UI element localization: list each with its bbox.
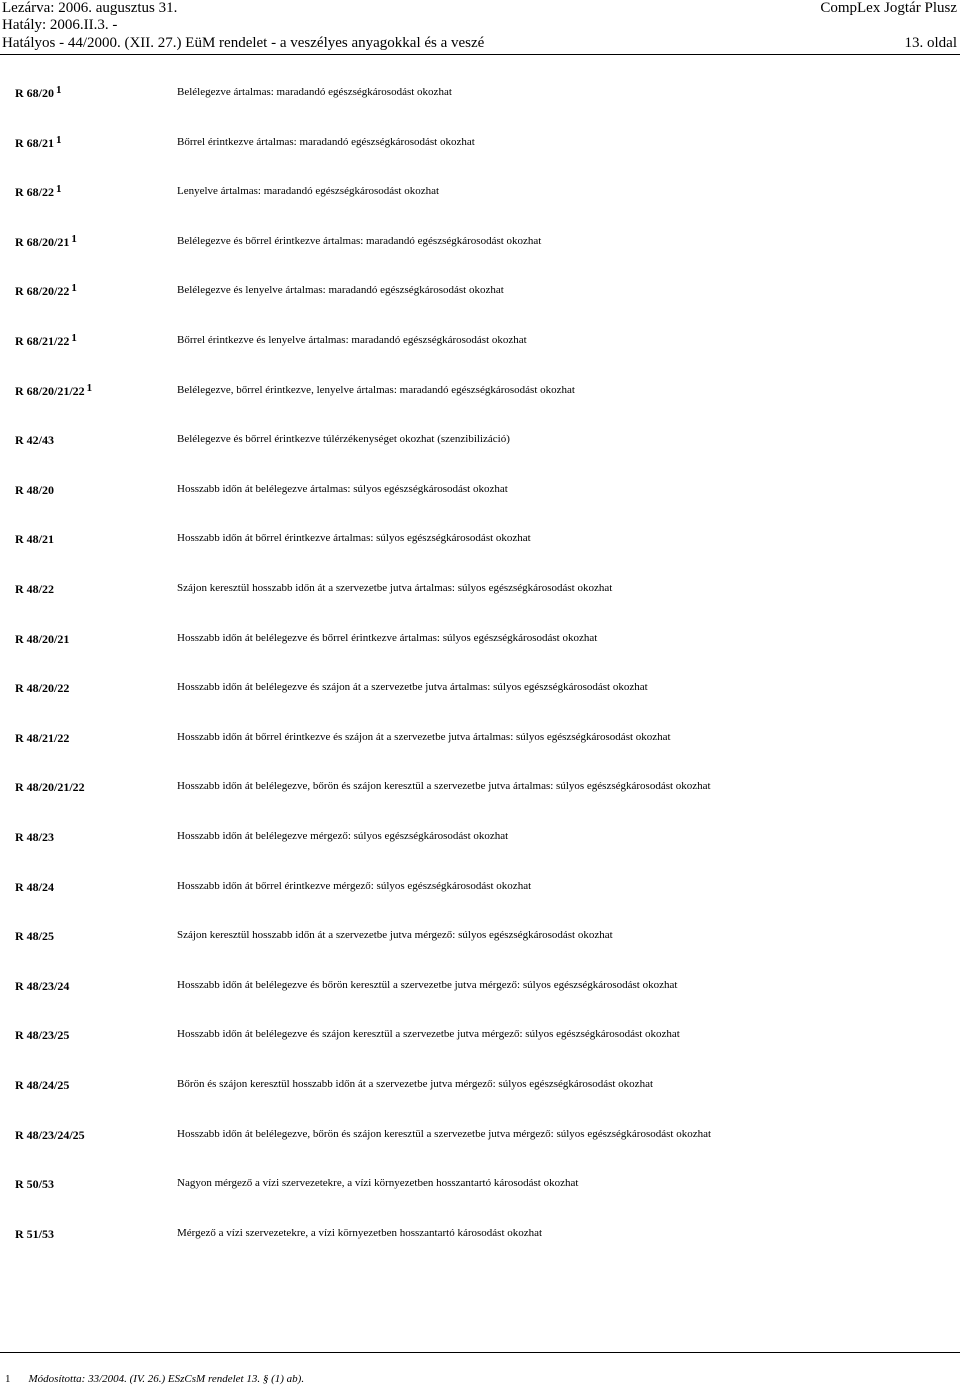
list-item	[0, 880, 960, 900]
phrase-description: Nagyon mérgező a vízi szervezetekre, a vízi környezetben hosszantartó károsodást okozhat	[177, 1177, 579, 1190]
footnote-divider	[0, 1352, 960, 1353]
phrase-description: Belélegezve ártalmas: maradandó egészségkárosodást okozhat	[177, 86, 452, 98]
document-title: Hatályos - 44/2000. (XII. 27.) EüM rendelet - a veszélyes anyagokkal és a veszé	[2, 35, 485, 51]
footnote-ref: 1	[56, 183, 62, 196]
phrase-code	[15, 1227, 54, 1242]
footnote-ref: 1	[71, 282, 77, 295]
list-item	[0, 731, 960, 751]
list-item	[0, 532, 960, 552]
footnote-ref: 1	[56, 133, 62, 146]
phrase-description: Mérgező a vízi szervezetekre, a vízi környezetben hosszantartó károsodást okozhat	[177, 1226, 543, 1239]
phrase-code-text: R 48/23/24	[15, 978, 70, 993]
phrase-code-text: R 42/43	[15, 433, 54, 448]
phrase-code	[15, 1128, 85, 1143]
phrase-code-text: R 68/21/22	[15, 334, 70, 348]
list-item	[0, 433, 960, 453]
footnote-ref: 1	[86, 381, 93, 394]
list-item	[0, 1177, 960, 1197]
phrase-code	[15, 830, 54, 845]
phrase-code	[15, 929, 54, 944]
list-item	[0, 929, 960, 949]
phrase-description: Bőrön és szájon keresztül hosszabb időn át a szervezetbe jutva mérgező: súlyos egészségkárosodást okozhat	[177, 1078, 654, 1090]
phrase-code	[15, 532, 54, 547]
phrase-code-text: R 48/24/25	[15, 1078, 70, 1092]
phrase-code	[15, 433, 54, 448]
phrase-code-text: R 48/20/22	[15, 681, 70, 696]
list-item	[0, 284, 960, 304]
phrase-code	[15, 632, 69, 647]
list-item	[0, 334, 960, 354]
phrase-code	[15, 185, 62, 200]
phrase-description: Hosszabb időn át belélegezve, bőrön és szájon keresztül a szervezetbe jutva mérgező: súlyos egészségkárosodást okozhat	[177, 1127, 712, 1140]
phrase-code-text: R 48/20/21	[15, 631, 70, 646]
phrase-code	[15, 681, 69, 696]
phrase-code	[15, 880, 54, 895]
phrase-code-text: R 48/24	[15, 879, 54, 894]
phrase-code	[15, 381, 93, 399]
phrase-code-text: R 68/20/21/22	[15, 383, 85, 398]
phrase-code	[15, 780, 85, 795]
phrase-description: Hosszabb időn át belélegezve, bőrön és szájon keresztül a szervezetbe jutva ártalmas: súlyos egészségkárosodást okozhat	[177, 780, 711, 793]
phrase-code	[15, 1177, 54, 1192]
phrase-code	[15, 582, 54, 597]
footnote-text: Módosította: 33/2004. (IV. 26.) ESzCsM rendelet 13. § (1) ab).	[28, 1373, 305, 1385]
list-item	[0, 582, 960, 602]
phrase-description: Hosszabb időn át belélegezve mérgező: súlyos egészségkárosodást okozhat	[177, 830, 509, 842]
phrase-code-text: R 50/53	[15, 1177, 54, 1192]
phrase-description: Belélegezve és lenyelve ártalmas: maradandó egészségkárosodást okozhat	[177, 284, 504, 297]
phrase-description: Belélegezve és bőrrel érintkezve túlérzékenységet okozhat (szenzibilizáció)	[177, 433, 510, 446]
list-item	[0, 830, 960, 850]
list-item	[0, 483, 960, 503]
phrase-description: Hosszabb időn át belélegezve és szájon át a szervezetbe jutva ártalmas: súlyos egészségkárosodást okozhat	[177, 681, 648, 694]
phrase-description: Hosszabb időn át bőrrel érintkezve és szájon át a szervezetbe jutva ártalmas: súlyos egészségkárosodást okozhat	[177, 730, 671, 743]
phrase-code	[15, 232, 77, 250]
phrase-code-text: R 48/25	[15, 929, 54, 944]
phrase-description: Lenyelve ártalmas: maradandó egészségkárosodást okozhat	[177, 185, 440, 198]
phrase-code-text: R 48/20	[15, 482, 54, 497]
footnote-ref: 1	[71, 232, 77, 245]
list-item	[0, 979, 960, 999]
phrase-description: Szájon keresztül hosszabb időn át a szervezetbe jutva mérgező: súlyos egészségkárosodást okozhat	[177, 929, 613, 942]
phrase-code	[15, 1028, 69, 1043]
brand-name: CompLex Jogtár Plusz	[820, 0, 957, 16]
phrase-code-text: R 68/20/22	[15, 284, 70, 299]
phrase-code	[15, 284, 77, 299]
list-item	[0, 1028, 960, 1048]
effective-date: Hatály: 2006.II.3. -	[2, 17, 118, 33]
phrase-code	[15, 1078, 69, 1093]
phrase-code-text: R 48/21	[15, 532, 54, 547]
phrase-description: Belélegezve és bőrrel érintkezve ártalmas: maradandó egészségkárosodást okozhat	[177, 234, 542, 247]
phrase-code-text: R 48/23/25	[15, 1028, 70, 1043]
phrase-description: Hosszabb időn át belélegezve ártalmas: súlyos egészségkárosodást okozhat	[177, 482, 508, 495]
footnote-ref: 1	[71, 332, 77, 344]
footnote	[5, 1373, 304, 1385]
list-item	[0, 780, 960, 800]
phrase-code-text: R 68/20/21	[15, 234, 70, 249]
phrase-code	[15, 979, 69, 994]
phrase-code-text: R 68/20	[15, 86, 54, 100]
phrase-code-text: R 48/20/21/22	[15, 780, 85, 795]
phrase-description: Hosszabb időn át belélegezve és szájon keresztül a szervezetbe jutva mérgező: súlyos egészségkárosodást okozhat	[177, 1028, 680, 1041]
phrase-description: Bőrrel érintkezve ártalmas: maradandó egészségkárosodást okozhat	[177, 135, 475, 148]
phrase-code	[15, 133, 62, 151]
phrase-code-text: R 48/21/22	[15, 730, 70, 745]
phrase-code-text: R 48/22	[15, 582, 54, 596]
phrase-code	[15, 86, 62, 101]
phrase-code-text: R 68/22	[15, 185, 54, 200]
list-item	[0, 1128, 960, 1148]
phrase-code	[15, 731, 69, 746]
phrase-code-text: R 68/21	[15, 135, 54, 150]
list-item	[0, 681, 960, 701]
list-item	[0, 1227, 960, 1247]
closed-date: Lezárva: 2006. augusztus 31.	[2, 0, 178, 16]
list-item	[0, 133, 960, 156]
phrase-description: Hosszabb időn át belélegezve és bőrön keresztül a szervezetbe jutva mérgező: súlyos egészségkárosodást okozhat	[177, 978, 678, 991]
phrase-code-text: R 48/23/24/25	[15, 1127, 85, 1142]
phrase-code-text: R 51/53	[15, 1226, 54, 1241]
footnote-ref: 1	[56, 84, 62, 96]
phrase-description: Hosszabb időn át bőrrel érintkezve ártalmas: súlyos egészségkárosodást okozhat	[177, 532, 531, 545]
phrase-description: Belélegezve, bőrrel érintkezve, lenyelve ártalmas: maradandó egészségkárosodást okozhat	[177, 383, 575, 396]
list-item	[0, 185, 960, 205]
phrase-code	[15, 483, 54, 498]
phrase-description: Hosszabb időn át belélegezve és bőrrel érintkezve ártalmas: súlyos egészségkárosodást okozhat	[177, 631, 598, 644]
footnote-number: 1	[5, 1373, 11, 1385]
phrase-description: Szájon keresztül hosszabb időn át a szervezetbe jutva ártalmas: súlyos egészségkárosodást okozhat	[177, 582, 613, 594]
list-item	[0, 86, 960, 106]
phrase-code	[15, 334, 77, 349]
header-divider	[0, 54, 960, 55]
phrase-code-text: R 48/23	[15, 830, 54, 844]
page-number: 13. oldal	[904, 35, 957, 51]
phrase-description: Hosszabb időn át bőrrel érintkezve mérgező: súlyos egészségkárosodást okozhat	[177, 879, 532, 892]
list-item	[0, 632, 960, 652]
phrase-description: Bőrrel érintkezve és lenyelve ártalmas: maradandó egészségkárosodást okozhat	[177, 334, 527, 346]
list-item	[0, 381, 960, 404]
list-item	[0, 1078, 960, 1098]
list-item	[0, 232, 960, 255]
